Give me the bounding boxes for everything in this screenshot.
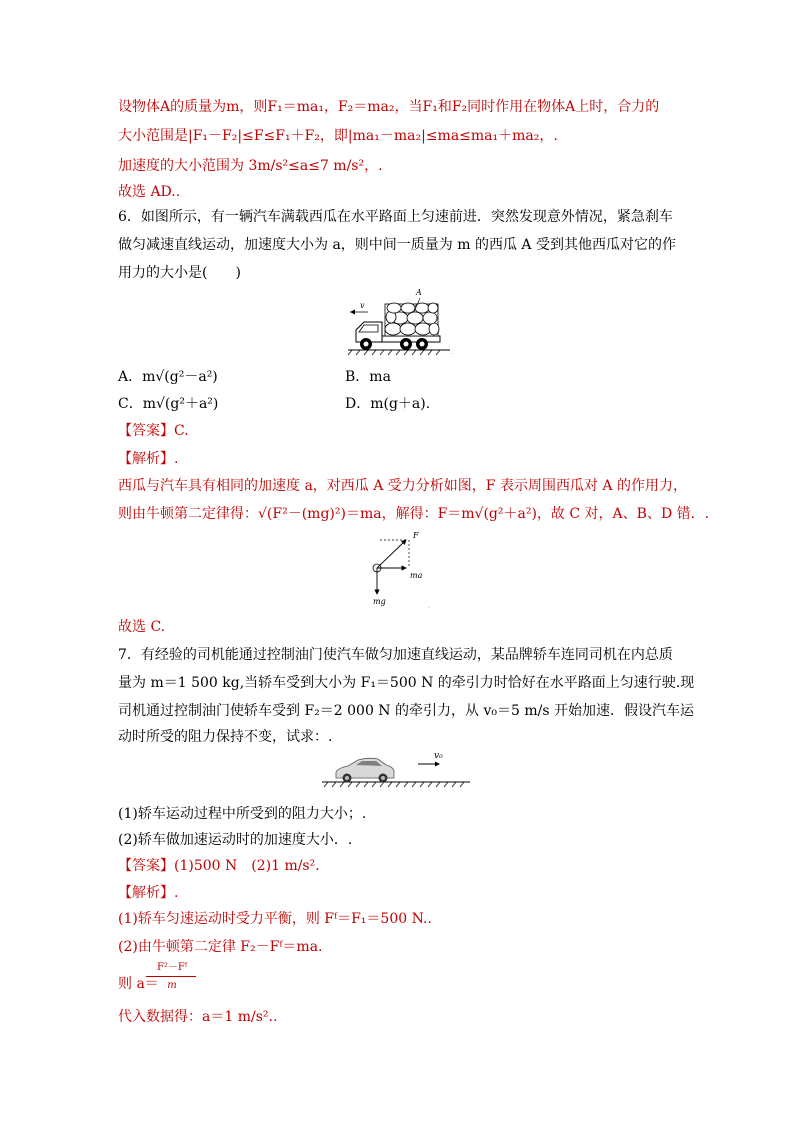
q6-option-c: C．m√(g²＋a²) — [118, 396, 219, 412]
q7-fraction-denominator: m — [167, 980, 177, 991]
q7-analysis-3-prefix: 则 a＝ — [118, 976, 159, 992]
q7-line1: 7．有经验的司机能通过控制油门使汽车做匀加速直线运动，某品牌轿车连同司机在内总质 — [118, 647, 673, 663]
q7-analysis-1: (1)轿车匀速运动时受力平衡，则 Fᶠ＝F₁＝500 N.. — [118, 911, 432, 927]
q7-line3: 司机通过控制油门使轿车受到 F₂＝2 000 N 的牵引力，从 v₀＝5 m/s 开始加速．假设汽车运 — [118, 703, 694, 719]
q6-analysis-title: 【解析】. — [118, 451, 179, 467]
q6-line1: 6．如图所示，有一辆汽车满载西瓜在水平路面上匀速前进．突然发现意外情况，紧急刹车 — [118, 209, 673, 225]
velocity-label: v — [360, 301, 365, 310]
q6-analysis-line1: 西瓜与汽车具有相同的加速度 a，对西瓜 A 受力分析如图，F 表示周围西瓜对 A 的作用力， — [118, 478, 687, 494]
q6-answer: 【答案】C. — [118, 423, 189, 439]
q6-option-b: B．ma — [345, 369, 391, 385]
solution5-line2: 大小范围是|F₁－F₂|≤F≤F₁＋F₂，即|ma₁－ma₂|≤ma≤ma₁＋ma₂，. — [118, 128, 558, 144]
q7-answer: 【答案】(1)500 N (2)1 m/s². — [118, 858, 320, 874]
truck-watermelon-figure — [342, 284, 458, 360]
q6-line2: 做匀减速直线运动，加速度大小为 a，则中间一质量为 m 的西瓜 A 受到其他西瓜对它的作 — [118, 237, 676, 253]
q7-line2: 量为 m＝1 500 kg,当轿车受到大小为 F₁＝500 N 的牵引力时恰好在水平路面上匀速行驶.现 — [118, 675, 695, 691]
solution5-conclusion: 故选 AD.. — [118, 184, 181, 200]
fraction-bar — [146, 976, 196, 977]
q6-conclusion: 故选 C. — [118, 619, 166, 635]
q6-line3: 用力的大小是( ) — [118, 265, 241, 281]
svg-text:.: . — [428, 603, 430, 610]
force-ma-label: ma — [410, 571, 423, 580]
q7-sub2: (2)轿车做加速运动时的加速度大小．. — [118, 832, 353, 848]
svg-text:.: . — [451, 349, 453, 356]
car-figure — [320, 746, 476, 794]
v0-label: v₀ — [434, 751, 443, 761]
q7-analysis-title: 【解析】. — [118, 885, 179, 901]
q7-analysis-2: (2)由牛顿第二定律 F₂－Fᶠ＝ma. — [118, 939, 323, 955]
solution5-line1: 设物体A的质量为m，则F₁＝ma₁，F₂＝ma₂，当F₁和F₂同时作用在物体A上时，合力的 — [118, 99, 660, 115]
force-mg-label: mg — [373, 597, 386, 606]
force-diagram — [362, 530, 442, 610]
q6-option-d: D．m(g＋a). — [345, 396, 431, 412]
q7-sub1: (1)轿车运动过程中所受到的阻力大小；. — [118, 806, 367, 822]
watermelon-a-label: A — [416, 288, 422, 297]
q6-option-a: A．m√(g²－a²) — [118, 369, 218, 385]
force-f-label: F — [413, 531, 419, 540]
q7-fraction-numerator: F²－Fᶠ — [156, 962, 188, 973]
q7-analysis-4: 代入数据得：a＝1 m/s².. — [118, 1009, 278, 1025]
solution5-line3: 加速度的大小范围为 3m/s²≤a≤7 m/s²，. — [118, 158, 383, 174]
q6-analysis-line2: 则由牛顿第二定律得：√(F²－(mg)²)＝ma，解得：F＝m√(g²＋a²)，故 C 对，A、B、D 错．. — [118, 506, 710, 522]
q7-line4: 动时所受的阻力保持不变，试求：. — [118, 729, 333, 745]
